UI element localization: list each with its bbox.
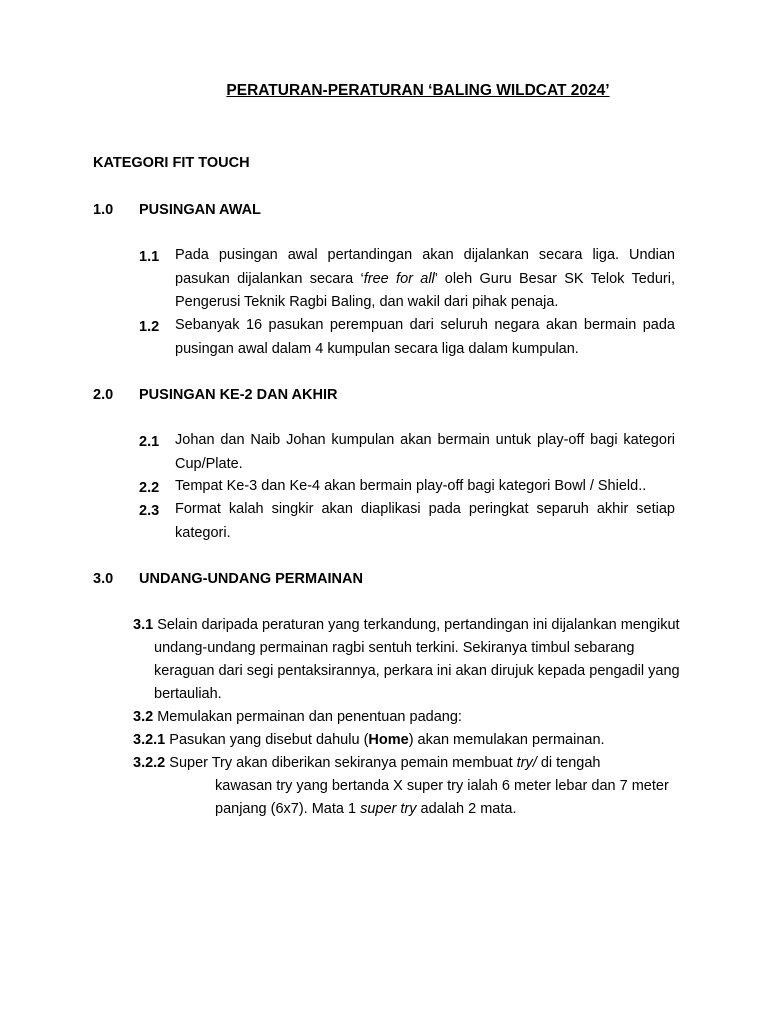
category-heading: KATEGORI FIT TOUCH bbox=[93, 155, 250, 171]
item-2-1-text: Johan dan Naib Johan kumpulan akan bermain untuk play-off bagi kategori Cup/Plate. bbox=[175, 432, 675, 472]
section-2-number: 2.0 bbox=[93, 387, 114, 403]
paragraph-3-1-line-4: bertauliah. bbox=[154, 686, 222, 702]
item-1-1-text-end: ’ oleh Guru Besar SK Telok Teduri, Pengerusi Teknik Ragbi Baling, dan wakil dari pihak penaja. bbox=[175, 270, 675, 310]
paragraph-3-1-line-1 bbox=[133, 614, 680, 637]
document-title: PERATURAN-PERATURAN ‘BALING WILDCAT 2024’ bbox=[226, 82, 610, 99]
paragraph-3-2-2-line-3 bbox=[215, 798, 516, 821]
section-1-heading: PUSINGAN AWAL bbox=[139, 202, 261, 218]
item-1-1-text-start: Pada pusingan awal pertandingan akan dijalankan secara liga. Undian pasukan dijalankan secara ‘ bbox=[175, 247, 675, 287]
paragraph-3-2 bbox=[133, 706, 462, 729]
paragraph-3-2-2-line-1-emphasis: try/ bbox=[516, 755, 537, 771]
paragraph-3-1-number: 3.1 bbox=[133, 617, 154, 633]
paragraph-3-2-2-line-1-start: Super Try akan diberikan sekiranya pemain membuat bbox=[165, 755, 517, 771]
paragraph-3-1-line-2: undang-undang permainan ragbi sentuh terkini. Sekiranya timbul sebarang bbox=[154, 640, 635, 656]
paragraph-3-2-1-text-start: Pasukan yang disebut dahulu ( bbox=[165, 732, 369, 748]
section-1-number: 1.0 bbox=[93, 202, 114, 218]
item-1-1-emphasis: free for all bbox=[363, 270, 435, 287]
paragraph-3-1-line-3: keraguan dari segi pentaksirannya, perkara ini akan dirujuk kepada pengadil yang bbox=[154, 663, 680, 679]
item-1-1-number: 1.1 bbox=[139, 249, 160, 265]
item-1-2-text: Sebanyak 16 pasukan perempuan dari seluruh negara akan bermain pada pusingan awal dalam 4 kumpulan secara liga dalam kumpulan. bbox=[175, 317, 675, 357]
paragraph-3-2-2-line-3-end: adalah 2 mata. bbox=[416, 801, 517, 817]
paragraph-3-2-2-number: 3.2.2 bbox=[133, 755, 166, 771]
section-3-heading: UNDANG-UNDANG PERMAINAN bbox=[139, 571, 363, 587]
paragraph-3-2-number: 3.2 bbox=[133, 709, 154, 725]
paragraph-3-2-2-line-3-start: panjang (6x7). Mata 1 bbox=[215, 801, 361, 817]
item-2-1-number: 2.1 bbox=[139, 434, 160, 450]
paragraph-3-1-line-1-text: Selain daripada peraturan yang terkandung, pertandingan ini dijalankan mengikut bbox=[153, 617, 680, 633]
paragraph-3-2-text: Memulakan permainan dan penentuan padang: bbox=[153, 709, 462, 725]
paragraph-3-2-2-line-1-end: di tengah bbox=[536, 755, 601, 771]
section-2-heading: PUSINGAN KE-2 DAN AKHIR bbox=[139, 387, 338, 403]
item-1-2-number: 1.2 bbox=[139, 319, 160, 335]
paragraph-3-2-2-line-2: kawasan try yang bertanda X super try ialah 6 meter lebar dan 7 meter bbox=[215, 778, 669, 794]
item-2-3-number: 2.3 bbox=[139, 503, 160, 519]
paragraph-3-2-2-line-3-emphasis: super try bbox=[360, 801, 417, 817]
paragraph-3-2-1-bold: Home bbox=[368, 732, 409, 748]
paragraph-3-2-1-number: 3.2.1 bbox=[133, 732, 166, 748]
item-1-1-text bbox=[175, 244, 675, 315]
paragraph-3-2-2-line-1 bbox=[133, 752, 601, 775]
paragraph-3-2-1-text-end: ) akan memulakan permainan. bbox=[408, 732, 605, 748]
item-2-2-number: 2.2 bbox=[139, 480, 160, 496]
item-2-2-text: Tempat Ke-3 dan Ke-4 akan bermain play-off bagi kategori Bowl / Shield.. bbox=[175, 478, 647, 494]
item-2-3-text: Format kalah singkir akan diaplikasi pada peringkat separuh akhir setiap kategori. bbox=[175, 501, 675, 541]
section-3-number: 3.0 bbox=[93, 571, 114, 587]
paragraph-3-2-1 bbox=[133, 729, 605, 752]
